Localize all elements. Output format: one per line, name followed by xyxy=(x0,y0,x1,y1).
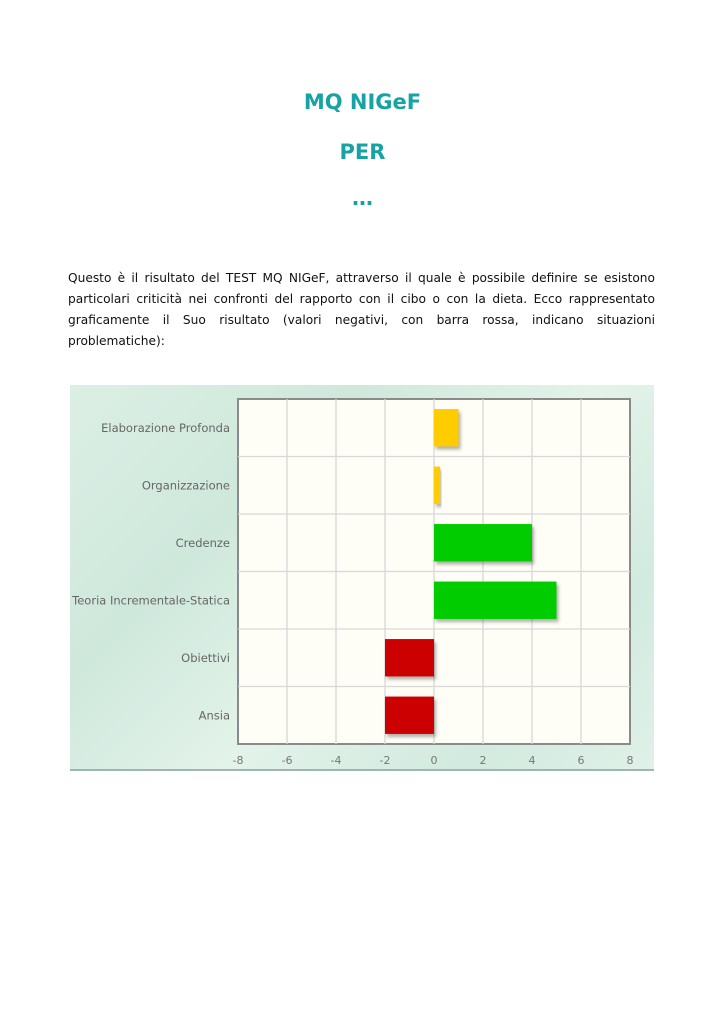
category-label: Organizzazione xyxy=(141,478,230,493)
category-label: Ansia xyxy=(198,708,230,723)
bar-chart xyxy=(70,385,654,769)
x-tick-label: 0 xyxy=(430,754,438,767)
x-tick-labels xyxy=(233,754,634,767)
x-tick-label: -2 xyxy=(379,754,391,767)
x-tick-label: 8 xyxy=(626,754,634,767)
title-line-1: MQ NIGeF xyxy=(303,90,422,114)
bar-teoria-incrementale-statica xyxy=(434,582,557,619)
intro-paragraph: Questo è il risultato del TEST MQ NIGeF, attraverso il quale è possibile definire se esistono particolari criticità nei confronti del rapporto con il cibo o con la dieta. Ecco rappresentato graficamente il Suo risultato (valori negativi, con barra rossa, indicano situazioni problematiche): xyxy=(68,271,655,348)
bar-elaborazione-profonda xyxy=(434,409,459,446)
bar-credenze xyxy=(434,524,532,561)
title-line-3: … xyxy=(352,186,373,210)
category-labels xyxy=(71,421,230,723)
category-label: Teoria Incrementale-Statica xyxy=(72,593,230,608)
x-tick-label: 6 xyxy=(577,754,585,767)
category-label: Elaborazione Profonda xyxy=(101,420,230,435)
bar-organizzazione xyxy=(434,467,440,504)
bar-obiettivi xyxy=(385,639,434,676)
x-tick-label: -8 xyxy=(232,754,244,767)
x-tick-label: -4 xyxy=(330,754,342,767)
x-tick-label: -6 xyxy=(281,754,293,767)
x-tick-label: 2 xyxy=(479,754,487,767)
x-tick-label: 4 xyxy=(528,754,536,767)
title-line-2: PER xyxy=(339,140,386,164)
chart-panel xyxy=(70,385,654,771)
category-label: Obiettivi xyxy=(181,650,230,665)
bar-ansia xyxy=(385,697,434,734)
category-label: Credenze xyxy=(175,535,230,550)
